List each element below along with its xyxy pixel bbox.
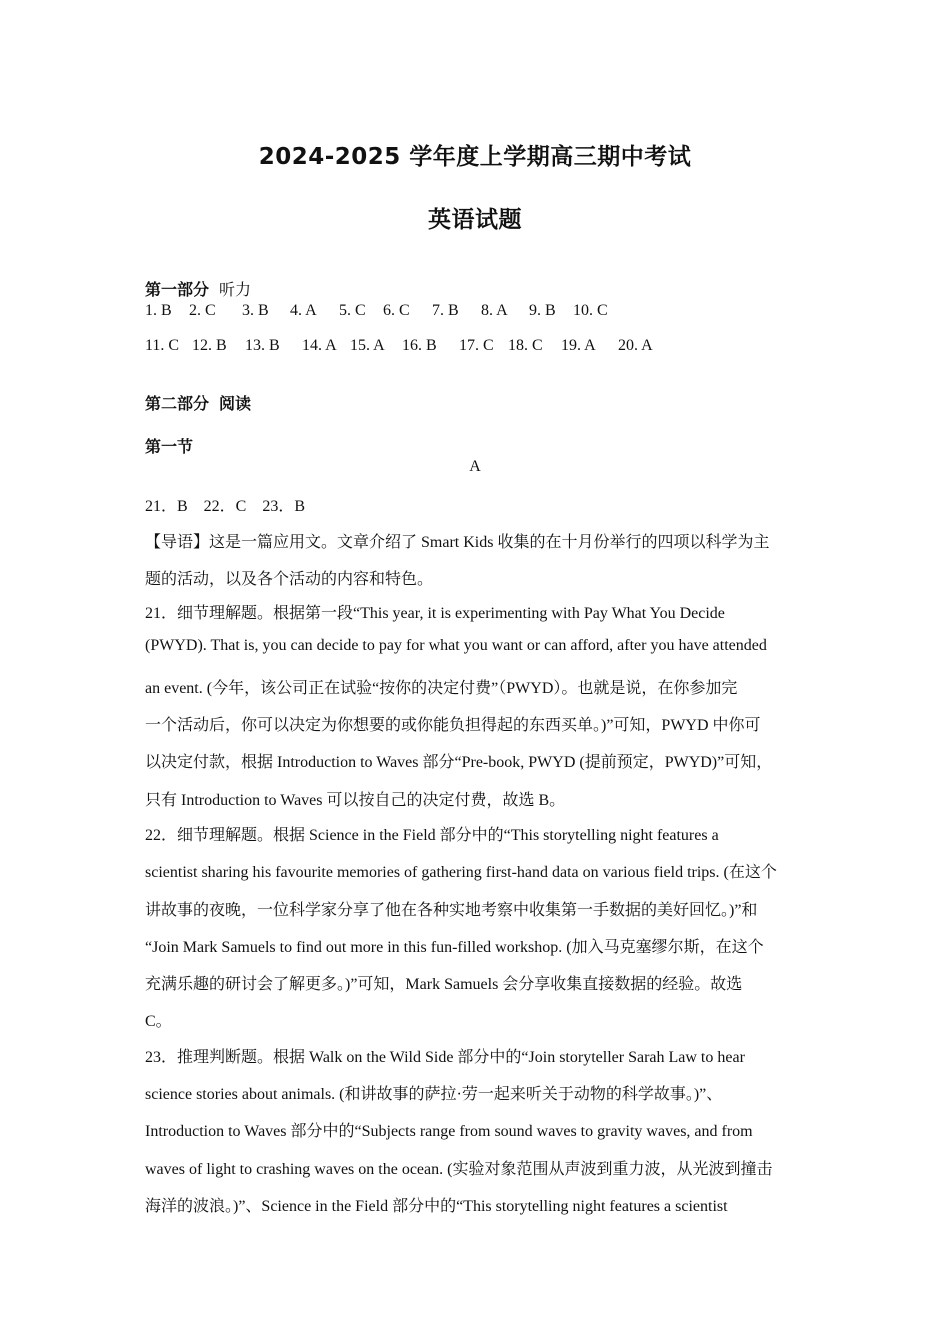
answer-item: 1. B [145,302,172,319]
answer-item: 2. C [189,302,216,319]
body-line: 充满乐趣的研讨会了解更多。)”可知，Mark Samuels 会分享收集直接数据的经验。故选 [145,976,743,993]
answer-item: 14. A [302,337,337,354]
part2-heading [145,391,251,414]
body-line: Introduction to Waves 部分中的“Subjects range from sound waves to gravity waves, and from [145,1123,753,1140]
body-line: 讲故事的夜晚，一位科学家分享了他在各种实地考察中收集第一手数据的美好回忆。)”和 [145,902,758,919]
body-line: C。 [145,1013,172,1030]
section-heading: 第一节 [145,437,194,456]
exam-title: 2024-2025 学年度上学期高三期中考试 [258,144,692,170]
body-line: waves of light to crashing waves on the ocean. (实验对象范围从声波到重力波，从光波到撞击 [145,1161,773,1178]
answer-item: 5. C [339,302,366,319]
body-line: 23．推理判断题。根据 Walk on the Wild Side 部分中的“Join storyteller Sarah Law to hear [145,1049,745,1066]
answer-item: 12. B [192,337,227,354]
part1-sub: 听力 [219,280,252,299]
answer-item: 10. C [573,302,608,319]
answer-item: 17. C [459,337,494,354]
subject-title: 英语试题 [428,207,522,233]
answer-item: 18. C [508,337,543,354]
part2-label: 第二部分 [145,394,210,413]
answer-item: 6. C [383,302,410,319]
answer-item: 13. B [245,337,280,354]
passage-label: A [469,458,481,475]
body-line: 题的活动，以及各个活动的内容和特色。 [145,571,434,588]
answer-item: 7. B [432,302,459,319]
body-line: 【导语】这是一篇应用文。文章介绍了 Smart Kids 收集的在十月份举行的四项以科学为主 [145,534,770,551]
body-line: 海洋的波浪。)”、Science in the Field 部分中的“This storytelling night features a scientist [145,1198,728,1215]
part2-sub: 阅读 [219,394,252,413]
body-line: 22．细节理解题。根据 Science in the Field 部分中的“This storytelling night features a [145,827,719,844]
answer-item: 16. B [402,337,437,354]
answer-item: 20. A [618,337,653,354]
answer-item: 15. A [350,337,385,354]
answer-item: 3. B [242,302,269,319]
body-line: “Join Mark Samuels to find out more in this fun-filled workshop. (加入马克塞缪尔斯，在这个 [145,939,764,956]
body-line: an event. (今年，该公司正在试验“按你的决定付费”（PWYD）。也就是说，在你参加完 [145,680,738,697]
answer-item: 9. B [529,302,556,319]
passage-answers: 21．B 22．C 23．B [145,498,306,515]
body-line: science stories about animals. (和讲故事的萨拉·劳一起来听关于动物的科学故事。)”、 [145,1086,723,1103]
body-line: 21．细节理解题。根据第一段“This year, it is experimenting with Pay What You Decide [145,605,725,622]
body-line: (PWYD). That is, you can decide to pay for what you want or can afford, after you have attended [145,637,767,654]
answer-item: 4. A [290,302,317,319]
part1-label: 第一部分 [145,280,210,299]
answer-item: 11. C [145,337,180,354]
answer-item: 8. A [481,302,508,319]
body-line: 只有 Introduction to Waves 可以按自己的决定付费，故选 B。 [145,792,566,809]
body-line: scientist sharing his favourite memories of gathering first-hand data on various field trips. (在这个 [145,864,777,881]
body-line: 一个活动后，你可以决定为你想要的或你能负担得起的东西买单。)”可知，PWYD 中你可 [145,717,761,734]
body-line: 以决定付款，根据 Introduction to Waves 部分“Pre-book, PWYD (提前预定，PWYD)”可知， [145,754,773,771]
part1-heading [145,277,251,300]
answer-item: 19. A [561,337,596,354]
